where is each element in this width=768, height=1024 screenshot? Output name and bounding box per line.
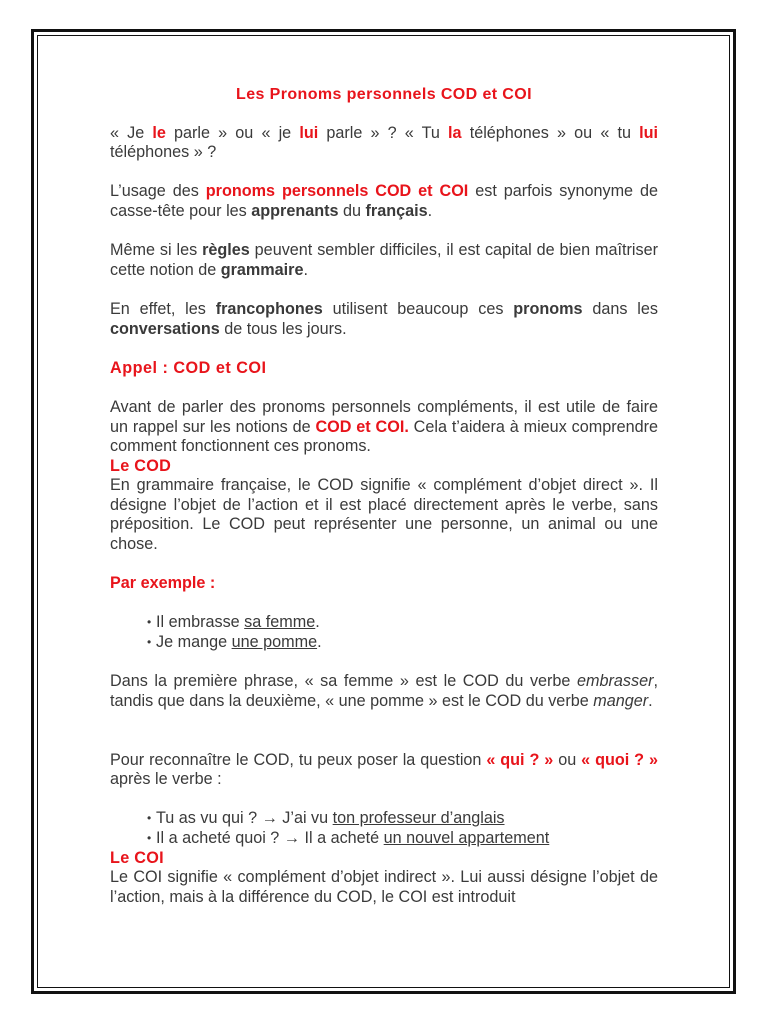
text-run: , tandis que dans la deuxième, « une pomme » est le COD du verbe bbox=[110, 672, 658, 710]
list-item bbox=[147, 613, 658, 633]
text-run: . bbox=[317, 633, 322, 652]
bold-term: français bbox=[365, 201, 428, 220]
text-run: . bbox=[303, 260, 308, 279]
section-heading-cod: Le COD bbox=[110, 456, 172, 475]
underlined-cod: une pomme bbox=[231, 633, 318, 652]
italic-verb: manger bbox=[593, 691, 649, 710]
text-run: Je mange bbox=[156, 633, 232, 652]
highlight-pronoun: lui bbox=[299, 123, 319, 142]
text-run: L’usage des bbox=[110, 182, 206, 201]
highlight-pronoun: le bbox=[152, 123, 166, 142]
example-label: Par exemple : bbox=[110, 574, 216, 593]
text-run: après le verbe : bbox=[110, 770, 222, 789]
paragraph-francophones bbox=[110, 300, 658, 339]
text-run: « Je bbox=[110, 123, 153, 142]
underlined-cod: un nouvel appartement bbox=[383, 828, 550, 847]
blank-line bbox=[110, 731, 658, 751]
list-item bbox=[147, 829, 658, 849]
document-title: Les Pronoms personnels COD et COI bbox=[236, 86, 532, 103]
paragraph-intro-examples bbox=[110, 124, 658, 163]
text-run: Dans la première phrase, « sa femme » est le COD du verbe bbox=[110, 672, 578, 691]
bold-term: pronoms bbox=[513, 299, 583, 318]
paragraph-usage bbox=[110, 182, 658, 221]
highlight-term: COD et COI. bbox=[315, 417, 409, 436]
text-run: utilisent beaucoup ces bbox=[322, 299, 514, 318]
text-run: téléphones » ou « tu bbox=[461, 123, 640, 142]
paragraph-question bbox=[110, 751, 658, 790]
bold-term: grammaire bbox=[220, 260, 304, 279]
bold-term: conversations bbox=[110, 319, 220, 338]
list-item bbox=[147, 633, 658, 653]
highlight-term: pronoms personnels COD et COI bbox=[205, 182, 469, 201]
text-run: Même si les bbox=[110, 241, 203, 260]
text-run: ou bbox=[553, 750, 582, 769]
text-run: Il embrasse bbox=[156, 613, 245, 632]
text-run: . bbox=[315, 613, 320, 632]
text-run: . bbox=[648, 691, 653, 710]
section-heading-coi: Le COI bbox=[110, 848, 164, 867]
text-run: téléphones » ? bbox=[110, 143, 217, 162]
text-run: parle » ? « Tu bbox=[318, 123, 449, 142]
bold-term: règles bbox=[202, 241, 250, 260]
text-run: est parfois synonyme de casse-tête pour les bbox=[110, 182, 659, 220]
text-run: . bbox=[427, 201, 433, 220]
paragraph-cod-definition: En grammaire française, le COD signifie « complément d’objet direct ». Il désigne l’objet de l’action et il est placé directement après le verbe, sans préposition. Le COD peut représenter une personne, un animal ou une chose. bbox=[110, 476, 658, 554]
paragraph-rappel bbox=[110, 398, 658, 457]
underlined-cod: sa femme bbox=[244, 613, 316, 632]
highlight-question: « qui ? » bbox=[486, 750, 554, 769]
text-run: dans les bbox=[582, 299, 658, 318]
example-list-questions bbox=[110, 809, 658, 848]
bold-term: francophones bbox=[215, 299, 323, 318]
text-run: de tous les jours. bbox=[219, 319, 347, 338]
highlight-question: « quoi ? » bbox=[581, 750, 658, 769]
text-run: Il a acheté quoi ? → Il a acheté bbox=[156, 828, 384, 847]
text-run: parle » ou « je bbox=[165, 123, 300, 142]
bold-term: apprenants bbox=[251, 201, 339, 220]
text-run: peuvent sembler difficiles, il est capital de bien maîtriser cette notion de bbox=[110, 241, 659, 279]
document-body bbox=[110, 85, 658, 907]
example-list-cod bbox=[110, 613, 658, 652]
text-run: du bbox=[338, 201, 366, 220]
paragraph-rules bbox=[110, 241, 658, 280]
underlined-cod: ton professeur d’anglais bbox=[332, 809, 505, 828]
text-run: Avant de parler des pronoms personnels compléments, il est utile de faire un rappel sur les notions de bbox=[110, 397, 658, 436]
paragraph-coi-definition: Le COI signifie « complément d’objet indirect ». Lui aussi désigne l’objet de l’action, mais à la différence du COD, le COI est introduit bbox=[110, 868, 658, 906]
text-run: Cela t’aidera à mieux comprendre comment fonctionnent ces pronoms. bbox=[110, 417, 659, 456]
italic-verb: embrasser bbox=[577, 672, 654, 691]
list-item bbox=[147, 809, 658, 829]
section-heading-appel: Appel : COD et COI bbox=[110, 358, 267, 377]
text-run: Tu as vu qui ? → J’ai vu bbox=[156, 809, 333, 828]
highlight-pronoun: lui bbox=[639, 123, 658, 142]
highlight-pronoun: la bbox=[448, 123, 462, 142]
text-run: Pour reconnaître le COD, tu peux poser la question bbox=[110, 750, 487, 769]
text-run: En effet, les bbox=[110, 299, 216, 318]
paragraph-explanation bbox=[110, 672, 658, 711]
